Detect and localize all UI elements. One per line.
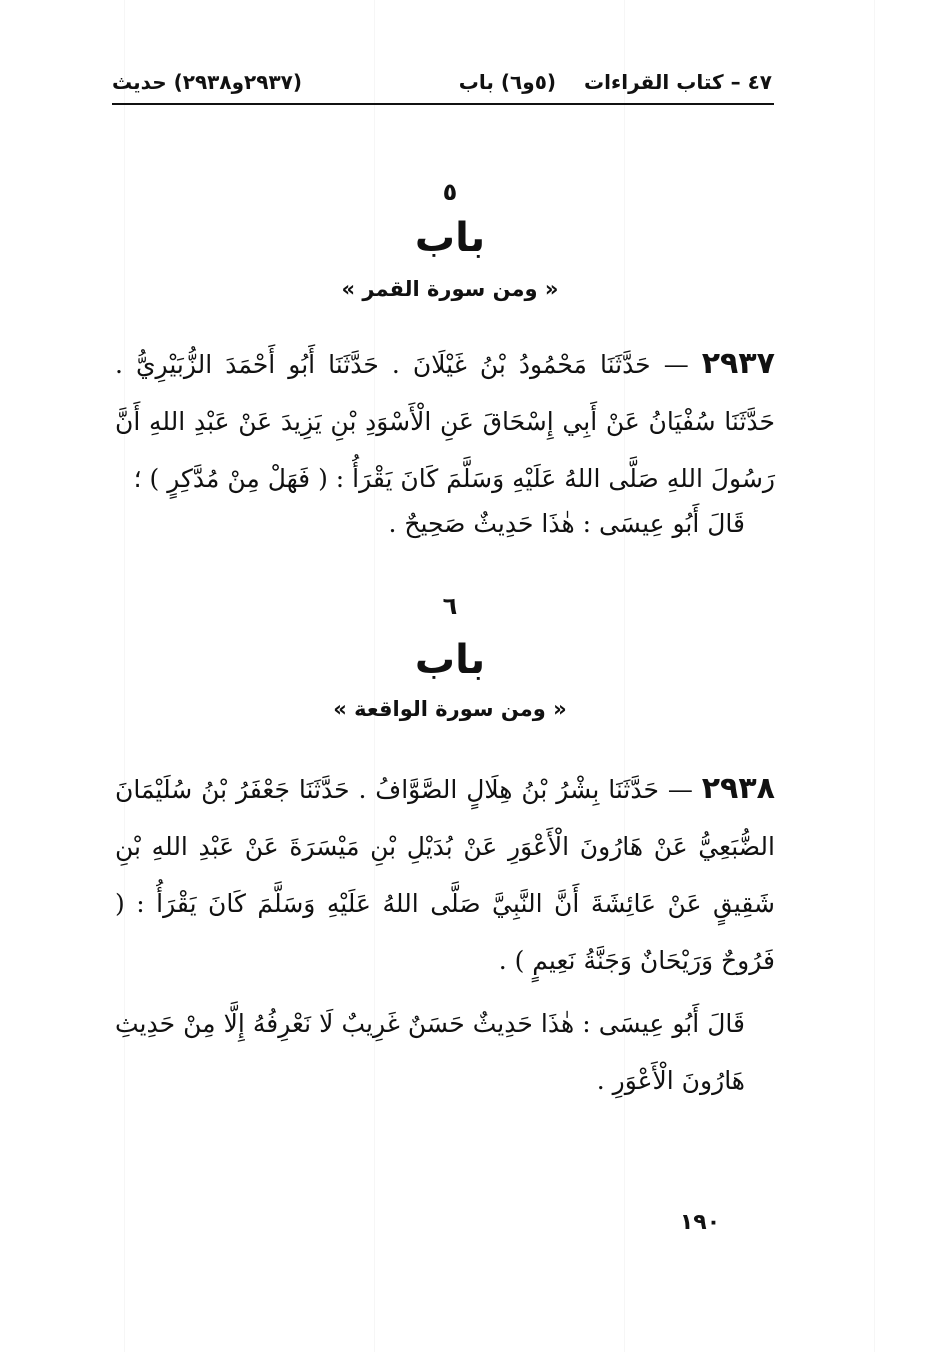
sura-title: « ومن سورة الواقعة » xyxy=(333,697,567,721)
header-right xyxy=(459,70,772,94)
hadith-comment: قَالَ أَبُو عِيسَى : هٰذَا حَدِيثٌ حَسَنٌ غَرِيبٌ لَا نَعْرِفُهُ إِلَّا مِنْ حَدِيثِ هَارُونَ الْأَعْوَرِ . xyxy=(115,1009,745,1095)
section-number: ٥ xyxy=(442,178,458,206)
page-number: ١٩٠ xyxy=(679,1210,721,1235)
chapter-heading: باب xyxy=(414,215,486,261)
hadith-number: ٢٩٣٨ xyxy=(701,771,775,806)
hadith-number: ٢٩٣٧ xyxy=(701,346,775,381)
sura-title: « ومن سورة القمر » xyxy=(341,277,559,301)
header-chapters: (٥و٦) باب xyxy=(458,70,557,94)
hadith-paragraph xyxy=(115,760,775,990)
hadith-text: — حَدَّثَنَا بِشْرُ بْنُ هِلَالٍ الصَّوَّافُ . حَدَّثَنَا جَعْفَرُ بْنُ سُلَيْمَانَ الضُّبَعِيُّ عَنْ هَارُونَ الْأَعْوَرِ عَنْ بُدَيْلِ بْنِ مَيْسَرَةَ عَنْ عَبْدِ اللهِ بْنِ شَقِيقٍ عَنْ عَائِشَةَ أَنَّ النَّبِيَّ صَلَّى اللهُ عَلَيْهِ وَسَلَّمَ كَانَ يَقْرَأُ : ( فَرُوحٌ وَرَيْحَانٌ وَجَنَّةُ نَعِيمٍ ) . xyxy=(115,775,775,975)
section-number: ٦ xyxy=(442,592,458,620)
hadith-comment: قَالَ أَبُو عِيسَى : هٰذَا حَدِيثٌ صَحِيحٌ . xyxy=(388,509,745,538)
running-header xyxy=(112,64,772,100)
header-hadith-range: (٢٩٣٧و٢٩٣٨) حديث xyxy=(112,70,302,94)
header-book-title: ٤٧ – كتاب القراءات xyxy=(584,70,772,94)
header-divider xyxy=(112,103,774,105)
chapter-heading: باب xyxy=(414,637,486,683)
hadith-paragraph xyxy=(115,335,775,510)
hadith-text: — حَدَّثَنَا مَحْمُودُ بْنُ غَيْلَانَ . حَدَّثَنَا أَبُو أَحْمَدَ الزُّبَيْرِيُّ . حَدَّثَنَا سُفْيَانُ عَنْ أَبِي إِسْحَاقَ عَنِ الْأَسْوَدِ بْنِ يَزِيدَ عَنْ عَبْدِ اللهِ أَنَّ رَسُولَ اللهِ صَلَّى اللهُ عَلَيْهِ وَسَلَّمَ كَانَ يَقْرَأُ : ( فَهَلْ مِنْ مُدَّكِرٍ ) ؛ xyxy=(115,350,775,493)
